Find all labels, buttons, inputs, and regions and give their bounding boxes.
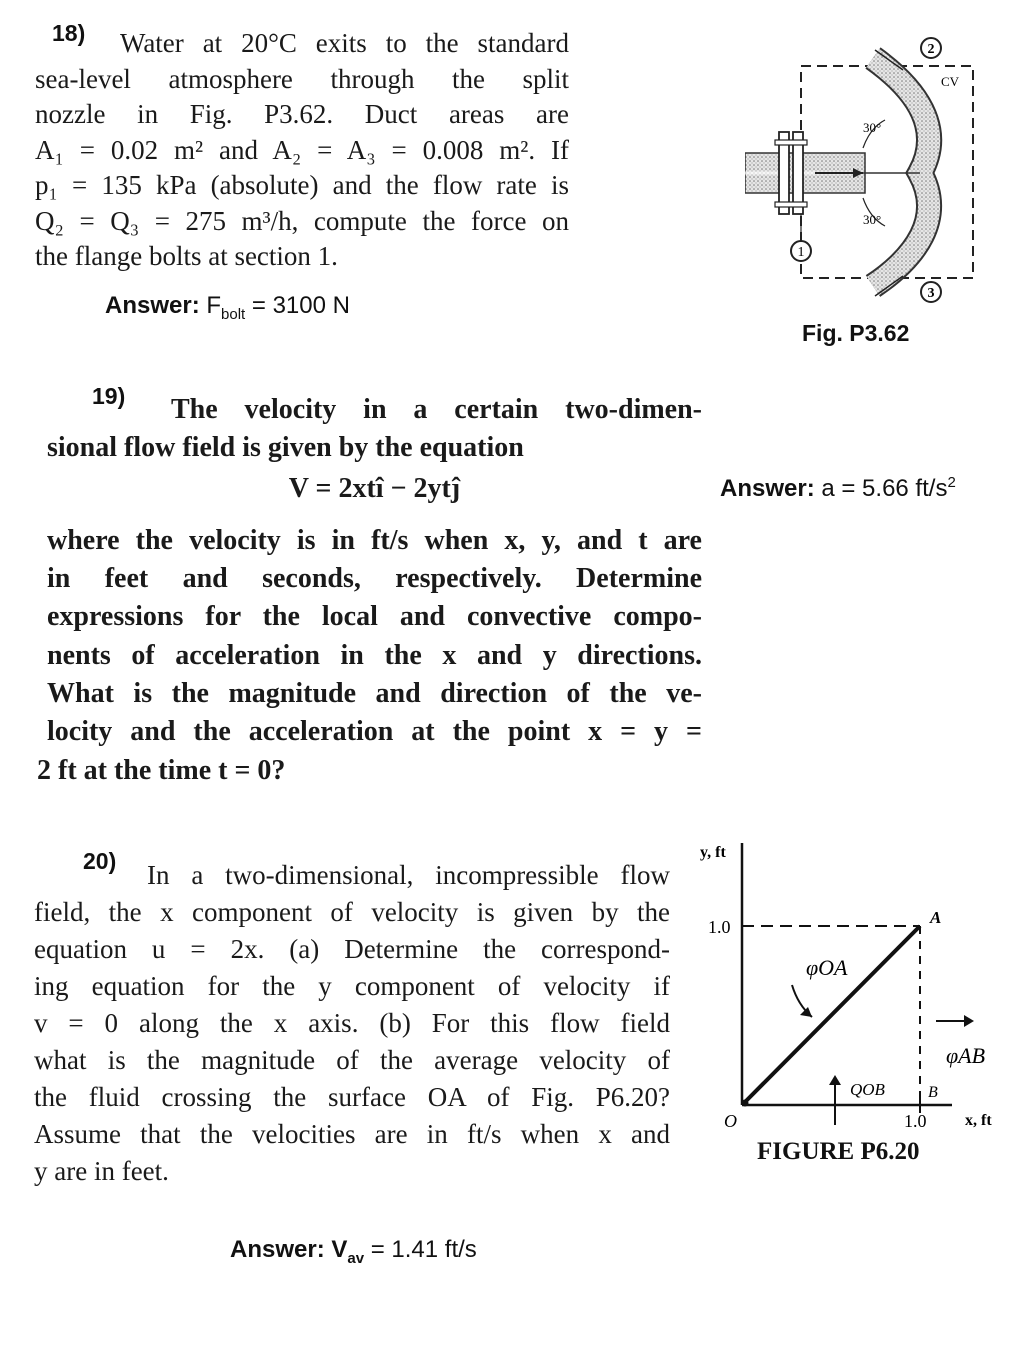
surface-oa-figure (690, 835, 1015, 1135)
problem-20-line: v = 0 along the x axis. (b) For this flow field (34, 1008, 670, 1038)
problem-19-line: The velocity in a certain two-dimen- (171, 394, 702, 425)
problem-18-line: A₁ = 0.02 m² and A₂ = A₃ = 0.008 m². If (35, 134, 569, 165)
problem-18-number: 18) (52, 20, 86, 46)
y-axis-label: y, ft (700, 844, 726, 861)
problem-20-line: In a two-dimensional, incompressible flow (147, 860, 670, 890)
problem-19-line: sional flow field is given by the equation (47, 432, 524, 464)
problem-20-line: ing equation for the y component of velocity if (34, 971, 670, 1001)
section-1-label: 1 (797, 245, 805, 260)
problem-18-line: Water at 20°C exits to the standard (120, 28, 569, 58)
problem-18-text (35, 26, 569, 275)
problem-18-line: the flange bolts at section 1. (35, 241, 338, 271)
velocity-equation: V = 2xtî − 2ytĵ (288, 472, 461, 504)
angle-bottom-label: 30° (863, 212, 882, 227)
surface-oa (745, 926, 920, 1102)
answer-symbol: F (206, 292, 222, 319)
problem-19-number: 19) (92, 383, 126, 409)
flow-ab-label: φAB (946, 1043, 986, 1068)
answer-value: a = 5.66 ft/s (814, 475, 948, 502)
answer-subscript: av (347, 1249, 365, 1267)
angle-top-label: 30° (863, 120, 882, 135)
problem-18-answer (105, 292, 350, 323)
bolt-bottom (775, 202, 807, 207)
problem-19-text (37, 391, 702, 790)
problem-19-line: expressions for the local and convective compo- (47, 601, 702, 633)
problem-20-answer (230, 1236, 477, 1267)
problem-18-line: Q₂ = Q₃ = 275 m³/h, compute the force on (35, 205, 569, 236)
problem-20-line: Assume that the velocities are in ft/s when x and (34, 1119, 670, 1149)
point-a-label: A (930, 908, 942, 927)
problem-19-line: locity and the acceleration at the point x = y = (47, 716, 702, 748)
problem-19-line: where the velocity is in ft/s when x, y, and t are (47, 524, 702, 556)
section-3-label: 3 (927, 286, 935, 301)
problem-19-line: 2 ft at the time t = 0? (37, 754, 286, 786)
problem-19-line: What is the magnitude and direction of the ve- (47, 678, 702, 710)
problem-20-line: the fluid crossing the surface OA of Fig. P6.20? (34, 1082, 670, 1112)
problem-20-line: what is the magnitude of the average velocity of (34, 1045, 670, 1075)
figure-p362-caption: Fig. P3.62 (802, 320, 910, 346)
flow-oa-label: φOA (806, 955, 848, 980)
point-b-label: B (928, 1084, 938, 1101)
figure-p620-caption: FIGURE P6.20 (757, 1138, 920, 1165)
answer-subscript: bolt (221, 305, 246, 323)
problem-18-line: sea-level atmosphere through the split (35, 63, 569, 94)
section-2-label: 2 (927, 42, 935, 57)
flow-ob-label: QOB (850, 1080, 885, 1099)
problem-18-line: p₁ = 135 kPa (absolute) and the flow rate is (35, 170, 569, 200)
problem-20-number: 20) (83, 848, 117, 874)
y-tick-label: 1.0 (708, 917, 731, 937)
answer-value: = 1.41 ft/s (364, 1236, 477, 1263)
origin-label: O (724, 1111, 737, 1131)
split-nozzle-figure (745, 28, 995, 308)
answer-label: Answer: (105, 292, 200, 319)
split-nozzle (873, 58, 929, 286)
problem-20-line: y are in feet. (34, 1156, 169, 1186)
x-axis-label: x, ft (965, 1112, 992, 1129)
answer-label: Answer: (720, 475, 815, 502)
problem-19-answer (720, 474, 956, 503)
answer-superscript: 2 (947, 474, 956, 491)
problem-20-text (34, 857, 670, 1190)
bolt-top (775, 140, 807, 145)
cv-label: CV (941, 74, 960, 89)
problem-20-line: equation u = 2x. (a) Determine the correspond- (34, 934, 670, 964)
answer-label: Answer: (230, 1236, 325, 1263)
answer-value: = 3100 N (245, 292, 350, 319)
problem-20-line: field, the x component of velocity is given by the (34, 897, 670, 927)
x-tick-label: 1.0 (904, 1111, 927, 1131)
problem-19-line: nents of acceleration in the x and y directions. (47, 639, 702, 671)
problem-18-line: nozzle in Fig. P3.62. Duct areas are (35, 99, 569, 129)
problem-19-line: in feet and seconds, respectively. Determine (47, 563, 702, 595)
answer-symbol: V (331, 1236, 348, 1263)
